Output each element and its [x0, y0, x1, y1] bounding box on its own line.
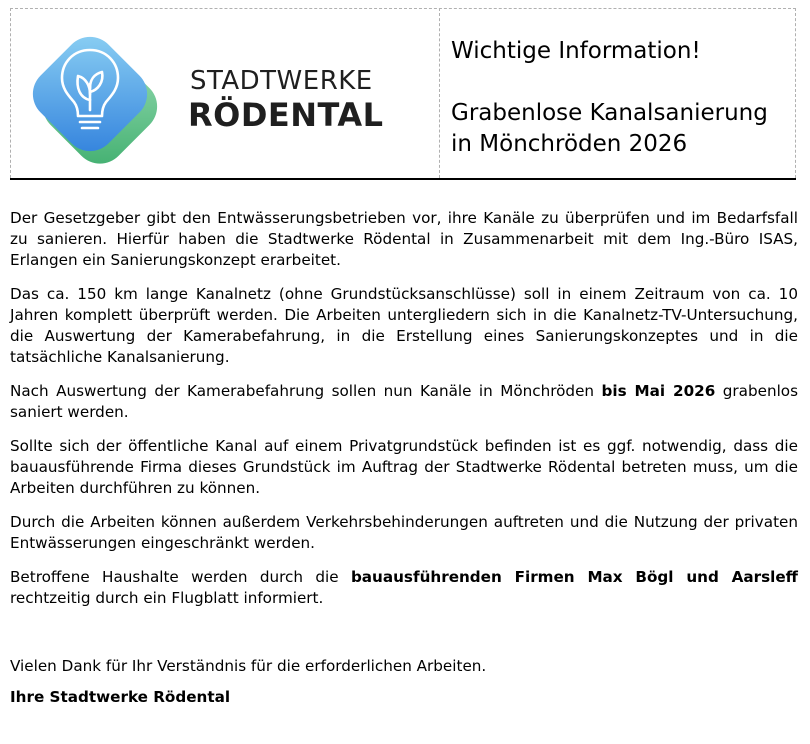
paragraph-intro: Der Gesetzgeber gibt den Entwässerungsbetrieben vor, ihre Kanäle zu überprüfen und im Bedarfsfall zu sanieren. Hierfür haben die Stadtwerke Rödental in Zusammenarbeit mit dem Ing.-Büro ISAS, Erlangen ein Sanierungskonzept erarbeitet. [10, 209, 798, 269]
signature: Ihre Stadtwerke Rödental [10, 688, 231, 706]
letter-body [10, 208, 798, 721]
lightbulb-leaf-logo-icon [18, 28, 178, 168]
brand-name-line2: RÖDENTAL [188, 96, 384, 134]
contractors-highlight: bauausführenden Firmen Max Bögl und Aarsleff [350, 568, 798, 586]
paragraph-traffic: Durch die Arbeiten können außerdem Verkehrsbehinderungen auftreten und die Nutzung der privaten Entwässerungen eingeschränkt werden. [10, 513, 798, 552]
headline-topic-line2: in Mönchröden 2026 [451, 131, 688, 157]
paragraph-private-property: Sollte sich der öffentliche Kanal auf einem Privatgrundstück befinden ist es ggf. notwendig, dass die bauausführende Firma dieses Grundstück im Auftrag der Stadtwerke Rödental betreten muss, um die Arbeiten durchführen zu können. [10, 437, 798, 497]
header-divider [439, 8, 440, 178]
paragraph-schedule: Nach Auswertung der Kamerabefahrung sollen nun Kanäle in Mönchröden bis Mai 2026 grabenlos saniert werden. [10, 382, 798, 421]
header-rule [10, 178, 796, 180]
paragraph-contractors: Betroffene Haushalte werden durch die bauausführenden Firmen Max Bögl und Aarsleff rechtzeitig durch ein Flugblatt informiert. [10, 568, 798, 607]
paragraph-network: Das ca. 150 km lange Kanalnetz (ohne Grundstücksanschlüsse) soll in einem Zeitraum von ca. 10 Jahren komplett überprüft werden. Die Arbeiten untergliedern sich in die Kanalnetz-TV-Untersuchung, die Auswertung der Kamerabefahrung, in die Erstellung eines Sanierungskonzeptes und in die tatsächliche Kanalsanierung. [10, 285, 798, 366]
brand-name-line1: STADTWERKE [190, 66, 373, 96]
paragraph-thanks: Vielen Dank für Ihr Verständnis für die erforderlichen Arbeiten. [10, 657, 487, 675]
headline-important: Wichtige Information! [451, 38, 701, 64]
deadline-highlight: bis Mai 2026 [601, 382, 716, 400]
spacer [10, 622, 798, 656]
headline-topic-line1: Grabenlose Kanalsanierung [451, 100, 768, 126]
